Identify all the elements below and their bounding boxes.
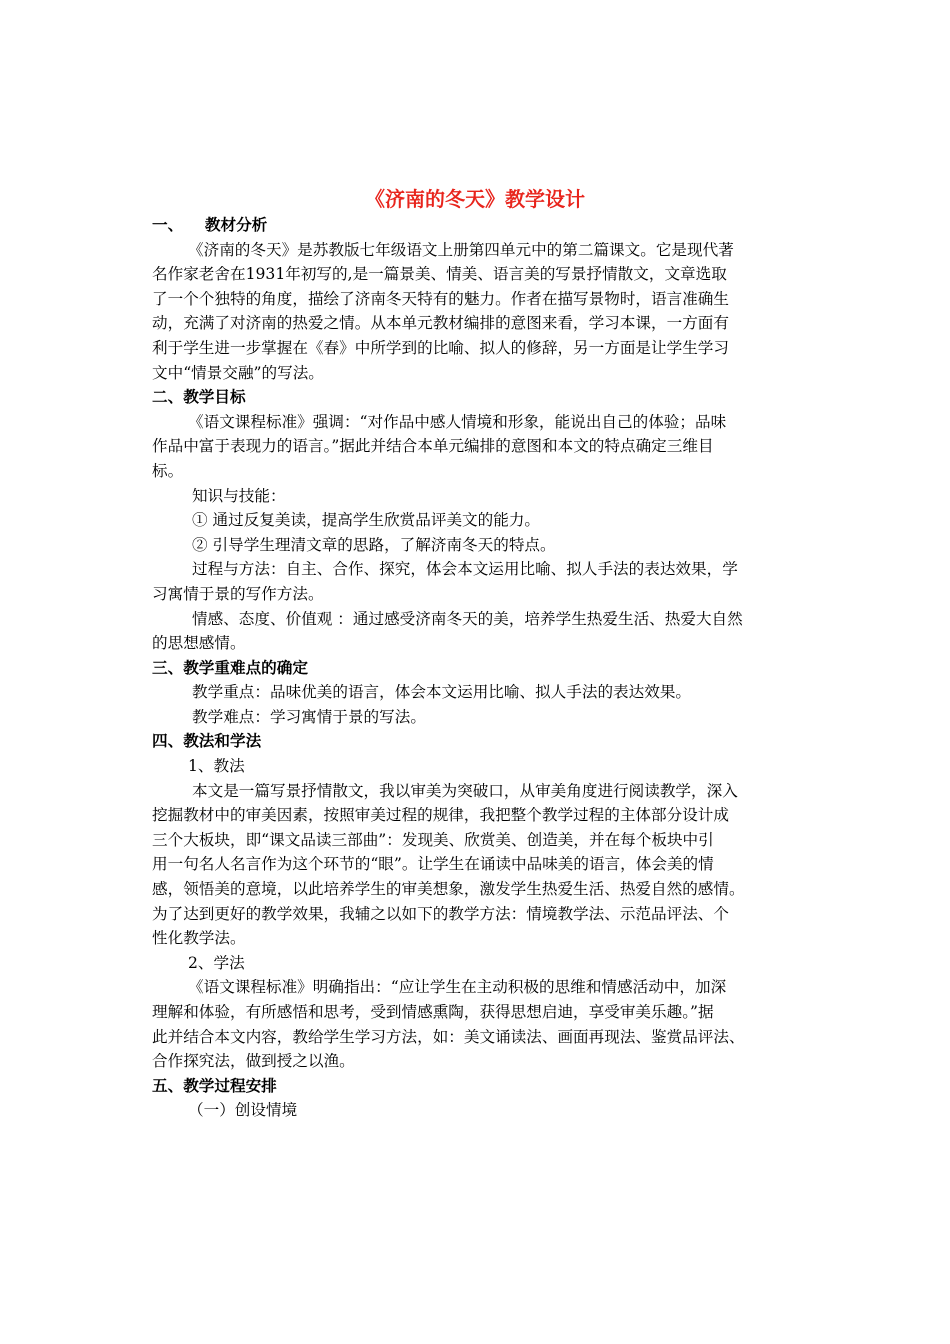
paragraph-line: 合作探究法，做到授之以渔。 [152,1052,355,1071]
paragraph-line: 文中“情景交融”的写法。 [152,363,324,382]
paragraph-line: 知识与技能： [192,486,286,505]
paragraph-line: 习寓情于景的写作方法。 [152,584,324,603]
paragraph-line: 动，充满了对济南的热爱之情。从本单元教材编排的意图来看，学习本课，一方面有 [152,314,729,333]
paragraph-line: 1、教法 [188,757,245,776]
paragraph-line: 理解和体验，有所感悟和思考，受到情感熏陶，获得思想启迪，享受审美乐趣。”据 [152,1003,714,1021]
paragraph-line: 性化教学法。 [152,929,246,948]
paragraph-line: 的思想感情。 [152,634,246,653]
document-title: 《济南的冬天》教学设计 [365,187,585,211]
paragraph-line: 情感、态度、价值观 ：通过感受济南冬天的美，培养学生热爱生活、热爱大自然 [192,609,743,628]
paragraph-line: 了一个个独特的角度，描绘了济南冬天特有的魅力。作者在描写景物时，语言准确生 [152,289,729,308]
paragraph-line: 本文是一篇写景抒情散文，我以审美为突破口，从审美角度进行阅读教学，深入 [192,781,738,800]
paragraph-line: 感，领悟美的意境，以此培养学生的审美想象，激发学生热爱生活、热爱自然的感情。 [152,880,745,899]
section-heading: 二、教学目标 [152,388,246,407]
paragraph-line: 《语文课程标准》明确指出：“应让学生在主动积极的思维和情感活动中，加深 [188,978,727,997]
section-heading: 四、教法和学法 [152,732,262,751]
paragraph-line: 为了达到更好的教学效果，我辅之以如下的教学方法：情境教学法、示范品评法、个 [152,904,729,923]
paragraph-line: 作品中富于表现力的语言。”据此并结合本单元编排的意图和本文的特点确定三维目 [152,437,714,456]
paragraph-line: 标。 [152,461,184,480]
paragraph-line: 三个大板块，即“课文品读三部曲”：发现美、欣赏美、创造美，并在每个板块中引 [152,830,714,849]
paragraph-line: 利于学生进一步掌握在《春》中所学到的比喻、拟人的修辞，另一方面是让学生学习 [152,338,729,357]
paragraph-line: 2、学法 [188,953,245,972]
paragraph-line: 用一句名人名言作为这个环节的“眼”。让学生在诵读中品味美的语言，体会美的情 [152,855,714,874]
paragraph-line: 教学重点：品味优美的语言，体会本文运用比喻、拟人手法的表达效果。 [192,683,692,702]
paragraph-line: 《济南的冬天》是苏教版七年级语文上册第四单元中的第二篇课文。它是现代著 [188,240,734,259]
section-heading: 一、 教材分析 [152,216,268,234]
paragraph-line: （一）创设情境 [188,1101,298,1120]
document-body [152,213,792,1123]
paragraph-line: 《语文课程标准》强调：“对作品中感人情境和形象，能说出自己的体验；品味 [188,412,727,431]
paragraph-line: 过程与方法：自主、合作、探究，体会本文运用比喻、拟人手法的表达效果，学 [192,560,738,579]
paragraph-line: ② 引导学生理清文章的思路，了解济南冬天的特点。 [192,535,556,554]
paragraph-line: ① 通过反复美读，提高学生欣赏品评美文的能力。 [192,511,541,530]
section-heading: 三、教学重难点的确定 [152,658,308,677]
section-heading: 五、教学过程安排 [152,1076,277,1095]
paragraph-line: 挖掘教材中的审美因素，按照审美过程的规律，我把整个教学过程的主体部分设计成 [152,806,729,825]
paragraph-line: 名作家老舍在1931年初写的,是一篇景美、情美、语言美的写景抒情散文，文章选取 [152,265,727,284]
paragraph-line: 此并结合本文内容，教给学生学习方法，如：美文诵读法、画面再现法、鉴赏品评法、 [152,1027,745,1046]
paragraph-line: 教学难点：学习寓情于景的写法。 [192,707,426,726]
